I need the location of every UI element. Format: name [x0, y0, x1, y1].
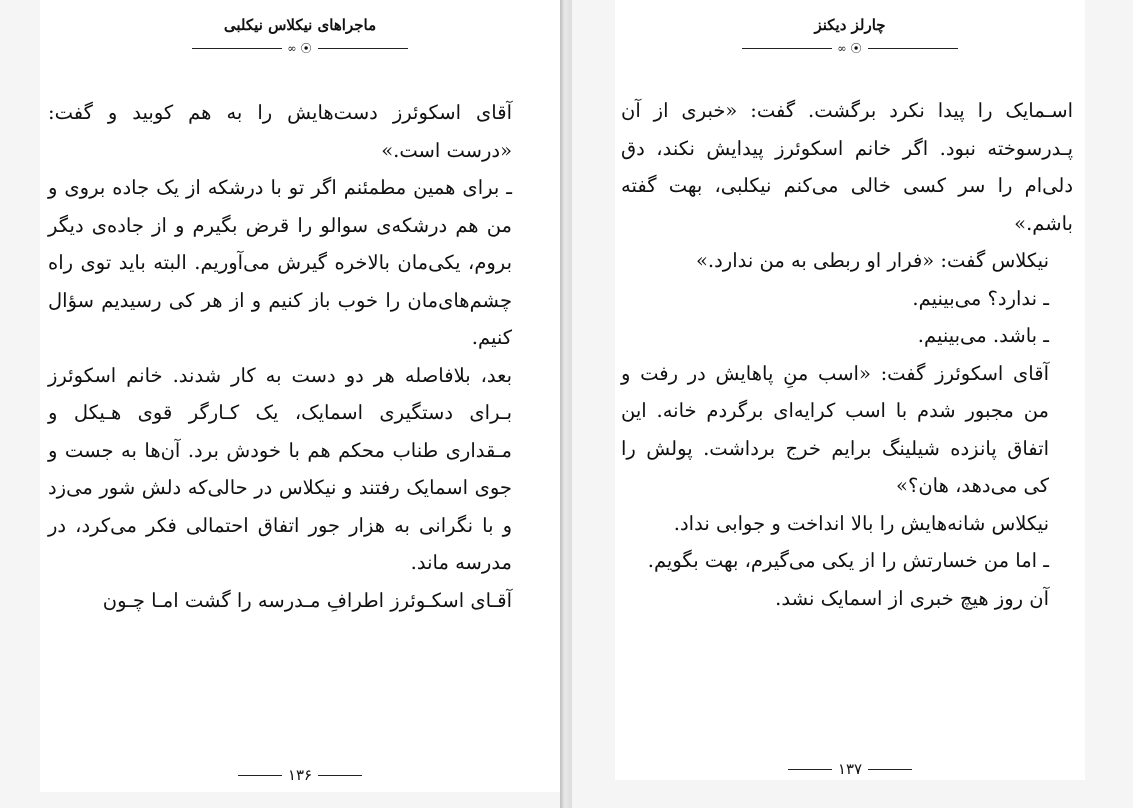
left-header-title: ماجراهای نیکلاس نیکلبی: [223, 16, 377, 34]
right-page-header: [615, 14, 1085, 56]
ornament-rule: [192, 48, 282, 49]
paragraph: ـ ندارد؟ می‌بینیم.: [912, 286, 1049, 310]
paragraph: آن روز هیچ خبری از اسمایک نشد.: [775, 586, 1049, 610]
paragraph: ـ برای همین مطمئنم اگر تو با درشکه از یک جاده بروی و من هم درشکه‌ی سوالو را قرض بگیرم و از جاده‌ی دیگر بروم، یکی‌مان بالاخره گیرش می‌آوریم. البته باید توی راه چشم‌های‌مان را خوب باز کنیم و از هر کی رسیدیم سؤال کنیم.: [48, 176, 512, 349]
right-header-ornament: [615, 40, 1085, 56]
paragraph: آقای اسکوئرز دست‌هایش را به هم کوبید و گفت: «درست است.»: [48, 101, 512, 162]
ornament-rule: [868, 48, 958, 49]
right-page-footer: [615, 760, 1085, 778]
paragraph: نیکلاس گفت: «فرار او ربطی به من ندارد.»: [695, 249, 1049, 272]
ornament-rule: [318, 48, 408, 49]
paragraph: آقـای اسکـوئرز اطرافِ مـدرسه را گشت امـا چـون: [102, 588, 512, 612]
left-page-body: [48, 94, 536, 619]
paragraph: اسـمایک را پیدا نکرد برگشت. گفت: «خبری از آن پـدرسوخته نبود. اگر خانم اسکوئرز پیدایش نکند، دق دلی‌ام را سر کسی خالی می‌کنم نیکلبی، بهت گفته باشم.»: [621, 99, 1073, 235]
ornament-glyph: ∞ ⦿: [837, 42, 863, 55]
footer-rule: [868, 769, 912, 770]
paragraph: بعد، بلافاصله هر دو دست به کار شدند. خانم اسکوئرز بـرای دستگیری اسمایک، یک کـارگر قوی هـیکل و مـقداری طناب محکم هم با خودش برد. آن‌ها به جست و جوی اسمایک رفتند و نیکلاس در حالی‌که دلش شور می‌زد و با نگرانی به هزار جور اتفاق احتمالی فکر می‌کرد، در مدرسه ماند.: [48, 363, 512, 574]
footer-rule: [238, 775, 282, 776]
ornament-rule: [742, 48, 832, 49]
left-page-footer: [40, 766, 560, 784]
left-page: [40, 0, 560, 792]
book-spine: [560, 0, 572, 808]
right-page: [615, 0, 1085, 780]
footer-rule: [788, 769, 832, 770]
paragraph: ـ اما من خسارتش را از یکی می‌گیرم، بهت بگویم.: [647, 549, 1049, 572]
right-page-number: ۱۳۷: [837, 760, 863, 778]
paragraph: نیکلاس شانه‌هایش را بالا انداخت و جوابی نداد.: [673, 511, 1049, 535]
paragraph: آقای اسکوئرز گفت: «اسب منِ پاهایش در رفت و من مجبور شدم با اسب کرایه‌ای برگردم خانه. این اتفاق پانزده شیلینگ برایم خرج برداشت. پولش را کی می‌دهد، هان؟»: [621, 361, 1049, 497]
left-header-ornament: [40, 40, 560, 56]
ornament-glyph: ∞ ⦿: [287, 42, 313, 55]
left-page-header: [40, 14, 560, 56]
left-page-number: ۱۳۶: [287, 766, 313, 784]
right-page-body: [621, 92, 1073, 617]
right-header-title: چارلز دیکنز: [814, 16, 886, 34]
paragraph: ـ باشد. می‌بینیم.: [917, 324, 1049, 347]
footer-rule: [318, 775, 362, 776]
